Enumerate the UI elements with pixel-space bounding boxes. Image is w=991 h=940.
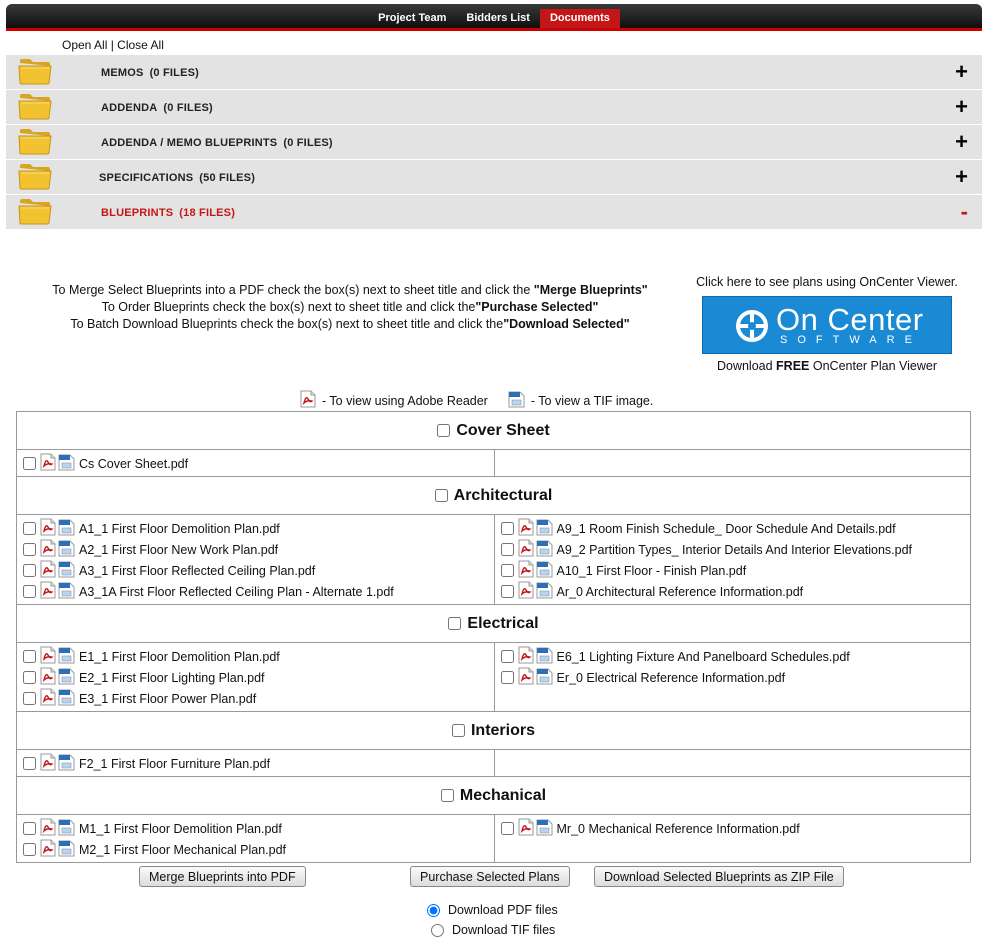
section-title: Architectural [453,486,553,504]
blueprint-item [21,581,490,602]
blueprint-table [16,411,971,863]
logo-main-text: On Center [776,302,924,337]
tif-icon[interactable] [58,667,75,688]
tif-icon[interactable] [536,646,553,667]
pdf-icon[interactable] [40,753,56,774]
download-post: OnCenter Plan Viewer [809,359,938,373]
blueprint-item [21,539,490,560]
pdf-icon [300,390,316,411]
pdf-icon[interactable] [518,581,534,602]
section-select-all-checkbox[interactable] [435,489,448,502]
folder-row-memos[interactable] [6,55,982,90]
radio-tif[interactable] [431,924,444,937]
tif-icon[interactable] [536,539,553,560]
blueprint-filename: A9_1 Room Finish Schedule_ Door Schedule And Details.pdf [556,521,896,536]
folder-title [101,207,235,219]
merge-blueprints-button[interactable]: Merge Blueprints into PDF [139,866,306,887]
oncenter-viewer-link[interactable]: Click here to see plans using OnCenter Viewer. [696,275,958,289]
blueprint-item [21,646,490,667]
tif-icon[interactable] [58,539,75,560]
folder-icon [18,127,52,155]
blueprint-filename: A10_1 First Floor - Finish Plan.pdf [556,563,747,578]
blueprint-filename: E1_1 First Floor Demolition Plan.pdf [79,649,280,664]
blueprint-item [21,667,490,688]
instruction-order-bold: "Purchase Selected" [475,300,599,314]
blueprint-checkbox[interactable] [501,822,514,835]
section-select-all-checkbox[interactable] [448,617,461,630]
pdf-icon[interactable] [518,539,534,560]
pdf-icon[interactable] [40,581,56,602]
section-title: Mechanical [459,786,547,804]
blueprint-checkbox[interactable] [23,650,36,663]
pdf-icon[interactable] [40,560,56,581]
tif-icon[interactable] [58,646,75,667]
expand-icon[interactable]: + [955,94,968,119]
blueprint-checkbox[interactable] [23,692,36,705]
blueprint-filename: E6_1 Lighting Fixture And Panelboard Schedules.pdf [556,649,850,664]
blueprint-filename: E3_1 First Floor Power Plan.pdf [79,691,257,706]
tif-icon [508,390,525,411]
blueprint-filename: A9_2 Partition Types_ Interior Details And Interior Elevations.pdf [556,542,913,557]
instruction-merge-bold: "Merge Blueprints" [533,283,648,297]
download-format-group [427,900,558,940]
blueprint-item [21,839,490,860]
blueprint-checkbox[interactable] [23,671,36,684]
blueprint-checkbox[interactable] [501,522,514,535]
close-all-link[interactable]: Close All [117,38,164,52]
section-left-column [17,515,494,604]
blueprint-checkbox[interactable] [23,585,36,598]
folder-list [6,55,982,230]
folder-row-blueprints[interactable] [6,195,982,230]
blueprint-filename: Er_0 Electrical Reference Information.pdf [556,670,786,685]
folder-name: MEMOS [101,67,144,79]
blueprint-filename: M1_1 First Floor Demolition Plan.pdf [79,821,282,836]
folder-count: (0 FILES) [149,67,200,79]
tab-project-team[interactable]: Project Team [378,12,447,24]
blueprint-filename: A3_1A First Floor Reflected Ceiling Plan - Alternate 1.pdf [79,584,394,599]
section-left-column [17,643,494,711]
blueprint-filename: A2_1 First Floor New Work Plan.pdf [79,542,279,557]
oncenter-panel [686,275,968,373]
instruction-download: To Batch Download Blueprints check the box(s) next to sheet title and click the [70,317,504,331]
nav-tabs [6,9,982,28]
instruction-order: To Order Blueprints check the box(s) next to sheet title and click the [101,300,476,314]
folder-icon [18,162,52,190]
section-body-architectural [17,515,970,605]
purchase-selected-button[interactable]: Purchase Selected Plans [410,866,570,887]
blueprint-filename: A3_1 First Floor Reflected Ceiling Plan.pdf [79,563,316,578]
tif-icon[interactable] [58,581,75,602]
blueprint-filename: F2_1 First Floor Furniture Plan.pdf [79,756,271,771]
blueprint-item [21,818,490,839]
blueprint-filename: M2_1 First Floor Mechanical Plan.pdf [79,842,287,857]
expand-icon[interactable]: + [955,164,968,189]
blueprint-checkbox[interactable] [501,650,514,663]
legend-pdf [300,390,488,411]
blueprint-checkbox[interactable] [23,757,36,770]
section-right-column [494,815,971,862]
blueprint-checkbox[interactable] [501,564,514,577]
folder-count: (0 FILES) [163,102,213,114]
tif-icon[interactable] [58,560,75,581]
blueprint-item [499,518,967,539]
separator: | [107,38,118,52]
download-pre: Download [716,359,777,373]
section-select-all-checkbox[interactable] [452,724,465,737]
radio-pdf[interactable] [427,904,440,917]
folder-icon [18,92,52,120]
blueprint-checkbox[interactable] [501,585,514,598]
tif-icon[interactable] [536,518,553,539]
section-right-column [494,643,971,711]
blueprint-item [21,560,490,581]
folder-title [101,102,213,114]
folder-icon [18,197,52,225]
blueprint-item [499,560,967,581]
folder-name: ADDENDA [101,102,158,114]
blueprint-checkbox[interactable] [23,543,36,556]
tif-icon[interactable] [536,818,553,839]
logo-sub-text: SOFTWARE [780,334,922,346]
blueprint-item [21,753,490,774]
section-select-all-checkbox[interactable] [441,789,454,802]
folder-count: (0 FILES) [283,137,333,149]
pdf-icon[interactable] [40,667,56,688]
folder-row-specifications[interactable] [6,160,982,195]
folder-name: SPECIFICATIONS [99,172,194,184]
tab-documents[interactable]: Documents [540,9,620,28]
blueprint-checkbox[interactable] [23,522,36,535]
blueprint-filename: Mr_0 Mechanical Reference Information.pdf [556,821,800,836]
expand-icon[interactable]: + [955,129,968,154]
pdf-icon[interactable] [518,646,534,667]
tif-icon[interactable] [58,839,75,860]
section-title: Electrical [467,614,539,632]
section-left-column [17,450,494,476]
blueprint-item [499,818,967,839]
blueprint-item [499,646,967,667]
legend-pdf-text: - To view using Adobe Reader [322,393,488,408]
tif-icon[interactable] [58,518,75,539]
blueprint-item [499,667,967,688]
collapse-icon[interactable]: - [960,199,968,224]
pdf-icon[interactable] [40,453,56,474]
pdf-icon[interactable] [40,839,56,860]
tif-icon[interactable] [58,453,75,474]
open-close-links [62,38,164,52]
section-title: Cover Sheet [456,421,550,439]
legend-tif-text: - To view a TIF image. [530,393,654,408]
icon-legend [300,390,673,411]
blueprint-filename: Ar_0 Architectural Reference Information.pdf [556,584,804,599]
expand-icon[interactable]: + [955,59,968,84]
blueprint-checkbox[interactable] [23,564,36,577]
download-free: FREE [776,359,810,373]
section-body-mechanical [17,815,970,862]
folder-title [101,137,333,149]
download-zip-button[interactable]: Download Selected Blueprints as ZIP File [594,866,844,887]
tif-icon[interactable] [536,581,553,602]
pdf-icon[interactable] [518,560,534,581]
section-header-interiors [17,712,970,750]
tif-icon[interactable] [58,753,75,774]
section-right-column [494,450,971,476]
section-body-cover-sheet [17,450,970,477]
section-body-interiors [17,750,970,777]
section-left-column [17,750,494,776]
blueprint-checkbox[interactable] [23,843,36,856]
blueprint-checkbox[interactable] [23,822,36,835]
section-select-all-checkbox[interactable] [437,424,450,437]
section-header-electrical [17,605,970,643]
blueprint-item [499,539,967,560]
blueprint-filename: A1_1 First Floor Demolition Plan.pdf [79,521,280,536]
legend-tif [508,390,654,411]
open-all-link[interactable]: Open All [62,38,108,52]
oncenter-download-text [686,359,968,373]
folder-count: (50 FILES) [199,172,256,184]
instruction-download-bold: "Download Selected" [503,317,630,331]
folder-icon [18,57,52,85]
pdf-icon[interactable] [518,518,534,539]
radio-tif-label: Download TIF files [452,923,556,937]
folder-count: (18 FILES) [179,207,236,219]
tif-icon[interactable] [536,560,553,581]
folder-title [101,67,199,79]
section-header-cover-sheet [17,412,970,450]
folder-name: BLUEPRINTS [101,207,174,219]
blueprint-checkbox[interactable] [501,671,514,684]
blueprint-checkbox[interactable] [501,543,514,556]
pdf-icon[interactable] [40,518,56,539]
pdf-icon[interactable] [40,539,56,560]
section-body-electrical [17,643,970,712]
blueprint-filename: E2_1 First Floor Lighting Plan.pdf [79,670,265,685]
section-right-column [494,750,971,776]
radio-pdf-label: Download PDF files [448,903,558,917]
blueprint-filename: Cs Cover Sheet.pdf [79,456,189,471]
oncenter-logo[interactable] [702,296,952,354]
folder-row-addenda-memo-blueprints[interactable] [6,125,982,160]
pdf-icon[interactable] [40,818,56,839]
tif-icon[interactable] [58,688,75,709]
instruction-merge: To Merge Select Blueprints into a PDF check the box(s) next to sheet title and click the [52,283,534,297]
pdf-icon[interactable] [518,667,534,688]
folder-title [99,172,255,184]
blueprint-item [21,453,490,474]
tab-bidders-list[interactable]: Bidders List [466,12,530,24]
oncenter-crosshair-icon [735,309,769,343]
blueprint-item [499,581,967,602]
pdf-icon[interactable] [40,688,56,709]
section-left-column [17,815,494,862]
instructions [20,282,680,333]
pdf-icon[interactable] [518,818,534,839]
blueprint-checkbox[interactable] [23,457,36,470]
folder-name: ADDENDA / MEMO BLUEPRINTS [101,137,278,149]
section-title: Interiors [470,721,535,739]
section-right-column [494,515,971,604]
section-header-architectural [17,477,970,515]
blueprint-item [21,518,490,539]
tif-icon[interactable] [536,667,553,688]
blueprint-item [21,688,490,709]
top-navigation [6,4,982,31]
pdf-icon[interactable] [40,646,56,667]
folder-row-addenda[interactable] [6,90,982,125]
tif-icon[interactable] [58,818,75,839]
section-header-mechanical [17,777,970,815]
